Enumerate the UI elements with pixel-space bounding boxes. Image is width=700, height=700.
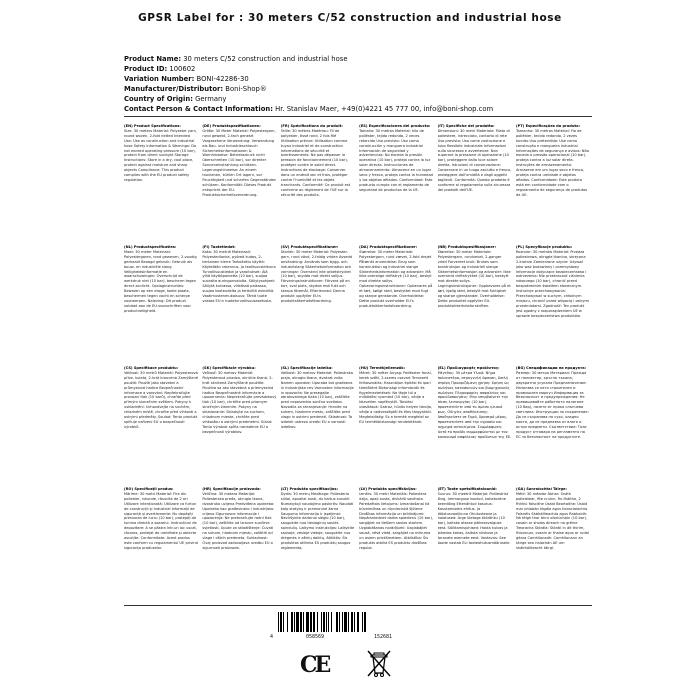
spec-text: Dydis: 30 metrų Medžiaga: Poliesterio siūlai, apvaliai austi, du kartus susukti Numatytoji naudojimo paskirtis: Naudoti kaip statybų ir pramoninė žarna Saugumo informacija ir įspėjimai: Neviršykite darbinio slėgio (10 bar), saugokite nuo tiesioginių saulės spindulių. Laikymo instrukcijos: Laikykite sausoje, vėsioje vietoje, saugokite nuo drėgmės ir aštrių daiktų. Atitiktis: Šis produktas atitinka ES produktų saugos reglamentą. (280, 491, 355, 550)
spec-text: Veľkosť: 30 metrov Materiál: Polyesterová priadza, okrúhle tkaná, 2-krát skrútená Zamýšľané použitie: Používa sa ako stavebná a priemyselná hadica Bezpečnostné informácie a upozornenia: Neprekračujte prevádzkový tlak (10 bar), chráňte pred priamym slnečným žiarením. Pokyny na skladovanie: Skladujte na suchom, chladnom mieste, chráňte pred vlhkosťou a ostrými predmetmi. Súlad: Tento výrobok spĺňa nariadenie EÚ o bezpečnosti výrobkov. (202, 370, 277, 434)
spec-block (124, 245, 198, 363)
spec-block (359, 487, 433, 605)
spec-block (281, 366, 355, 484)
spec-heading: (BG) Спецификации на продукта: (515, 366, 587, 370)
spec-heading: (RO) Specificații produs: (124, 487, 174, 491)
spec-text: Størrelse: 30 meter Materiale: Polyestergarn, rund vævet, 2-fold drejet Påtænkt anvendelse: Brug som konstruktion og industriel slange Sikkerhedsinformation og advarsler: Må ikke overstige driftstryk (10 bar), beskyt mod direkte sollys. Opbevaringsinstruktioner: Opbevares på et tørt, køligt sted, beskyttet mod fugt og skarpe genstande. Overholdelse: Dette produkt overholder EU's produktsikkerhedsforordning. (359, 249, 433, 308)
spec-heading: (SV) Produktspecifikationer: (280, 245, 339, 249)
spec-block (516, 124, 590, 242)
meta-key: Country of Origin: (124, 95, 193, 103)
meta-value: Boni-Shop® (223, 85, 267, 93)
spec-block (281, 245, 355, 363)
meta-row (124, 54, 684, 64)
spec-text: Rozmiar: 30 metrów Materiał: Przędza poliestrowa, okrągła tkanina, skręcona 2-krotnie Zamierzone użycie: Używać jako wąż budowlany i przemysłowy Informacje dotyczące bezpieczeństwa i ostrzeżenia: Nie przekraczać ciśnienia roboczego (10 bar), chronić przed bezpośrednim światłem słonecznym. Instrukcje przechowywania: Przechowywać w suchym, chłodnym miejscu, chronić przed wilgocią i ostrymi przedmiotami. Zgodność: Ten produkt jest zgodny z rozporządzeniem UE w sprawie bezpieczeństwa produktów. (515, 249, 590, 318)
spec-text: Tamanho: 30 metros Material: Fio de poliéster, tecido redondo, 2 vezes torcido Uso pretendido: Use como construção e mangueira industrial Informações de segurança e avisos: Não exceda a pressão operacional (10 bar), proteja contra a luz solar direta. Instruções de armazenamento: Armazene em um lugar seco e fresco, proteja contra umidade e objetos afiados. Conformidade: Este produto está em conformidade com o regulamento de segurança de produtos da UE. (515, 128, 589, 197)
ce-mark: CE (300, 652, 329, 678)
weee-crossed-bin-icon (366, 648, 392, 678)
spec-block (516, 487, 590, 605)
meta-key: Manufacturer/Distributor: (124, 85, 224, 93)
spec-heading: (ET) Toote spetsifikatsioonid: (437, 487, 497, 491)
spec-heading: (LT) Produkto specifikacijos: (280, 487, 338, 491)
spec-block (124, 124, 198, 242)
spec-block (359, 245, 433, 363)
spec-heading: (PT) Especificações do produto: (515, 124, 581, 128)
spec-block (124, 487, 198, 605)
meta-value: BONI-42286-30 (194, 75, 249, 83)
spec-heading: (ES) Especificaciones del producto: (359, 124, 431, 128)
meta-value: Germany (192, 95, 227, 103)
spec-block (202, 366, 276, 484)
spec-heading: (FI) Tuotetiedot: (202, 245, 236, 249)
spec-block (438, 366, 512, 484)
spec-text: Размер: 30 метра Материал: Прежда от полиестер, кръгло тъкана, двукратно усукана Предназначение: Използва се като строителен и промишлен маркуч Информация за безопасност и предупреждения: Не превишавайте работното налягане (10 бар), пазете от пряка слънчева светлина. Инструкции за съхранение: Да се съхранява на сухо, хладно място, да се предпазва от влага и остри предмети. Съответствие: Този продукт отговаря на регламента на ЕС за безопасност на продуктите. (515, 370, 589, 439)
spec-text: Größe: 30 Meter Material: Polyestergarn, rund gewebt, 2-fach genetzt Vorgesehene Verwendung: Verwendung als Bau- und Industrieschlauch Sicherheitsinformationen & Warnhinweise: Betriebsdruck nicht überschreiten (10 bar), vor direkter Sonneneinstrahlung schützen. Lagerungshinweise: An einem trockenen, kühlen Ort lagern, vor Feuchtigkeit und scharfen Gegenständen schützen. Konformität: Dieses Produkt entspricht der EU-Produktsicherheitsverordnung. (202, 128, 277, 197)
meta-key: Product ID: (124, 65, 168, 73)
meta-row (124, 74, 684, 84)
spec-heading: (GA) Sonraíochtaí Táirge: (515, 487, 567, 491)
spec-text: Tamaño: 30 metros Material: hilo de poliéster, tejido redondo, 2 veces retorcido Uso previsto: Uso como construcción y manguera industrial Información de seguridad y advertencias: No exceda la presión operativa (10 bar), proteja contra la luz solar directa. Instrucciones de almacenamiento: Almacene en un lugar seco y fresco, proteja contra la humedad y los objetos afilados. Conformidad: Este producto cumple con el reglamento de seguridad de productos de la UE. (359, 128, 433, 192)
meta-key: Variation Number: (124, 75, 195, 83)
spec-heading: (DA) Produktspecifikationer: (359, 245, 418, 249)
meta-value: Hr. Stanislav Maer, +49(0)4221 45 777 00, info@boni-shop.com (272, 105, 494, 113)
spec-block (438, 124, 512, 242)
spec-heading: (NL) Productspecificaties: (124, 245, 177, 249)
spec-text: Méret: 30 méter Anyag: Poliészter fonal, kerek szőtt, 2-szeres csavart Tervezett felhasználás: Használjon építési és ipari tömlőként Biztonsági információk és figyelmeztetések: Ne lépje túl a működési nyomást (10 bar), védje a közvetlen napfénytől. Tárolási utasítások: Száraz, hűvös helyen tárolja, védje a nedvességtől és éles tárgyaktól. Megfelelőség: Ez a termék megfelel az EU termékbiztonsági rendeletének. (359, 370, 432, 424)
spec-heading: (EN) Product Specifications: (124, 124, 181, 128)
spec-block (516, 245, 590, 363)
product-meta (124, 54, 684, 114)
barcode (278, 612, 428, 632)
barcode-group-1: 058569 (306, 634, 325, 640)
spec-heading: (CS) Specifikace produktu: (124, 366, 179, 370)
spec-heading: (LV) Produkta specifikācijas: (359, 487, 417, 491)
spec-heading: (SL) Specifikacije izdelka: (280, 366, 333, 370)
spec-heading: (DE) Produktspezifikationen: (202, 124, 261, 128)
barcode-space (366, 612, 367, 632)
meta-row (124, 64, 684, 74)
barcode-group-2: 152681 (374, 634, 393, 640)
spec-block (359, 124, 433, 242)
spec-block (202, 487, 276, 605)
label-title: GPSR Label for : 30 meters C/52 construction and industrial hose (138, 12, 562, 24)
separator-top (124, 116, 592, 117)
spec-text: Dimensioni: 30 metri Materiale: Filato di poliestere, intrecciato, contorto di rete Uso previsto: Uso come costruzione e tubo flessibile industriale Informazioni sulla sicurezza e avvertenze: Non superare la pressione di operazione (10 bar), proteggere dalla luce solare diretta. Istruzioni di conservazione: Conservare in un luogo asciutto e fresco, proteggere dall'umidità e dagli oggetti taglienti. Conformità: Questo prodotto è conforme al regolamento sulla sicurezza dei prodotti dell'UE. (437, 128, 512, 192)
spec-heading: (SK) Špecifikácie výrobku: (202, 366, 256, 370)
spec-block (202, 245, 276, 363)
spec-text: Size: 30 meters Material: Polyester yarn, round woven, 2-fold netted Intended Use: Use as construction and industrial hose Safety Information & Warnings: Do not exceed operating pressure (10 bar), protect from direct sunlight Storage Instructions: Store in a dry, cool place, protect against moisture and sharp objects Compliance: This product complies with the EU product safety regulation. (124, 128, 198, 182)
meta-key: Contact Person & Contact Information: (124, 105, 273, 113)
meta-value: 30 meters C/52 construction and industrial hose (181, 55, 348, 63)
spec-heading: (HR) Specifikacije proizvoda: (202, 487, 261, 491)
spec-heading: (IT) Specifiche del prodotto: (437, 124, 495, 128)
meta-row (124, 84, 684, 94)
spec-text: Mărime: 30 metri Material: Fire din poliester, rotunde, răsucite de 2 ori Utilizare intenționată: Utilizare ca furtun de construcții și industrial Informații de siguranță și avertismente: Nu depășiți presiunea de lucru (10 bar), protejați de lumina directă a soarelui. Instrucțiuni de depozitare: A se păstra într-un loc uscat, răcoros, protejat de umiditate și obiecte ascuțite. Conformitate: Acest produs este conform cu regulamentul UE privind siguranța produselor. (124, 491, 198, 550)
spec-text: Veličina: 30 metara Materijal: Poliesterska pređa, okruglo tkana, dvostruko uvijena Predviđena upotreba: Upotreba kao građevinsko i industrijsko crijevo Sigurnosne informacije i upozorenja: Ne prekoračujte radni tlak (10 bar), zaštitite od izravne sunčeve svjetlosti. Upute za skladištenje: Čuvati na suhom, hladnom mjestu, zaštititi od vlage i oštrih predmeta. Sukladnost: Ovaj proizvod zadovoljava uredbu EU o sigurnosti proizvoda. (202, 491, 275, 550)
meta-row (124, 94, 684, 104)
spec-grid (124, 124, 590, 605)
spec-heading: (NB) Produktspesifikasjoner: (437, 245, 497, 249)
barcode-block (270, 612, 430, 640)
spec-block (281, 487, 355, 605)
spec-heading: (HU) Termékjellemzők: (359, 366, 406, 370)
spec-block (438, 487, 512, 605)
spec-heading: (FR) Spécifications du produit: (280, 124, 343, 128)
compliance-marks (270, 644, 430, 680)
spec-text: Méid: 30 méadar Ábhar: Snáth poileistear, fite cruinn, fhi-fháithe, 2 fhithiú fáiscithe Úsáid Beartaithe: Úsáid mar phíobán tógála agus tionsclaíochta Faisnéis Sábháilteachta agus Rabhaidh: Ná téigh thar bhrú oibriúcháin (10 bar), cosain ar sholas díreach na gréine Treoracha Stórála: Stóráil in áit thirim, fhionnuar, cosain ar thaise agus ar rudaí géara Comhlíonadh: Comhlíonann an táirge seo rialachán AE um shábháilteacht táirgí. (515, 491, 589, 550)
spec-text: Velikost: 30 metrov Material: Poliestrska preja, okroglo tkana, dvakrat zvita Namen uporabe: Uporaba kot gradbena in industrijska cev Varnostne informacije in opozorila: Ne presegajte obratovalnega tlaka (10 bar), zaščitite pred neposredno sončno svetlobo. Navodila za shranjevanje: Hranite na suhem, hladnem mestu, zaščitite pred vlago in ostrimi predmeti. Skladnost: Ta izdelek ustreza uredbi EU o varnosti izdelkov. (280, 370, 354, 429)
spec-heading: (PL) Specyfikacje produktu: (515, 245, 573, 249)
separator-bottom (124, 605, 592, 606)
spec-text: Izmērs: 30 metri Materiāls: Poliestera dzija, apaļi austa, divkārši savērpta Paredzētais lietojums: Izmantošanai kā būvniecības un rūpnieciskā šļūtene Drošības informācija un brīdinājumi: Nepārsniedziet darba spiedienu (10 bar), sargājiet no tiešiem saules stariem. Uzglabāšanas norādījumi: Uzglabājiet sausā, vēsā vietā, sargājiet no mitruma un asiem priekšmetiem. Atbilstība: Šis produkts atbilst ES produktu drošības regulai. (359, 491, 434, 550)
spec-block (281, 124, 355, 242)
barcode-left-digit: 4 (270, 634, 274, 640)
spec-text: Suurus: 30 meetrit Materjal: Polüestrist lõng, ümmarguse kootud, kahekordne keerdlõng Ettenähtud kasutus: Kasutamiseks ehitus- ja tööstusvoolikuna Ohutusteave ja hoiatused: Ärge ületage töörõhku (10 bar), kaitske otsese päikesevalguse eest. Säilitamisjuhised: Hoida kuivas ja jahedas kohas, kaitsta niiskuse ja teravate esemete eest. Vastavus: See toode vastab ELi tooteohutusmäärusele. (437, 491, 511, 545)
spec-block (124, 366, 198, 484)
spec-heading: (EL) Προδιαγραφές προϊόντος: (437, 366, 500, 370)
spec-text: Maat: 30 meter Materiaal: Polyestergaren, rond geweven, 2-voudig gedraaid Beoogd gebruik: Gebruik als bouw- en industriële slang Veiligheidsinformatie en waarschuwingen: Overschrijd de werkdruk niet (10 bar), bescherm tegen direct zonlicht. Opslaginstructies: Bewaren op een droge, koele plaats, beschermen tegen vocht en scherpe voorwerpen. Naleving: Dit product voldoet aan de EU-voorschriften voor productveiligheid. (124, 249, 197, 313)
meta-key: Product Name: (124, 55, 182, 63)
spec-block (438, 245, 512, 363)
spec-block (516, 366, 590, 484)
spec-text: Taille: 30 mètres Matériau: Fil de polyester, tissé rond, 2 fois filé Utilisation prévue: Utilisation comme tuyau industriel et de construction Informations de sécurité et avertissements: Ne pas dépasser la pression de fonctionnement (10 bar), protéger contre le soleil direct. Instructions de stockage: Conserver dans un endroit sec et frais, protéger contre l'humidité et les objets tranchants. Conformité: Ce produit est conforme au règlement de l'UE sur la sécurité des produits. (280, 128, 351, 197)
meta-row (124, 104, 684, 114)
spec-text: Størrelse: 30 meter Materiale: Polyestergarn, rundvevet, 2-ganger vridd Forventet bruk: Brukes som konstruksjon og industriell slange Sikkerhetsinformasjon og advarsler: Ikke overskrid driftstrykket (10 bar), beskytt mot direkte sollys. Lagringsinstruksjoner: Oppbevares på et tørt, kjølig sted, beskytt mot fuktighet og skarpe gjenstander. Overholdelse: Dette produktet oppfyller EU-produktsikkerhetsforskriften. (437, 249, 511, 308)
spec-text: Μέγεθος: 30 μέτρα Υλικό: Νήμα πολυεστέρα, στρογγυλή ύφανση, διπλή στρίψη Προοριζόμενη χρήση: Χρήση ως σωλήνας κατασκευών και βιομηχανικός σωλήνας Πληροφορίες ασφαλείας και προειδοποιήσεις: Μην υπερβαίνετε την πίεση λειτουργίας (10 bar), προστατεύετε από το άμεσο ηλιακό φως. Οδηγίες αποθήκευσης: Αποθηκεύστε σε ξηρό, δροσερό μέρος, προστατεύστε από την υγρασία και αιχμηρά αντικείμενα. Συμμόρφωση: Αυτό το προϊόν συμμορφώνεται με τον κανονισμό ασφάλειας προϊόντων της ΕΕ. (437, 370, 512, 439)
meta-value: 100602 (167, 65, 196, 73)
spec-block (359, 366, 433, 484)
spec-text: Koko: 30 metriä Materiaali: Polyesterilanka, pyöreä kudos, 2-kertainen kierre Tarkoitettu käyttö: Käytetään rakennus- ja teollisuusletkuna Turvallisuustiedot ja varoitukset: Älä ylitä käyttöpainetta (10 bar), suojaa suoralta auringonvalolta. Säilytysohjeet: Säilytä kuivassa, viileässä paikassa, suojaa kosteudelta ja teräviltä esineiltä. Vaatimustenmukaisuus: Tämä tuote vastaa EU:n tuoteturvallisuusasetusta. (202, 249, 276, 303)
spec-text: Storlek: 30 meter Material: Polyester-garn, rund vävd, 2-faldig vriden Avsedd användning: Används som bygg- och industrislang Säkerhetsinformation och varningar: Överskrid inte arbetstrycket (10 bar), skydda mot direkt solljus. Förvaringsinstruktioner: Förvara på en torr, sval plats, skydda mot fukt och skarpa föremål. Efterlevnad: Denna produkt uppfyller EU:s produktsäkerhetsförordning. (280, 249, 353, 303)
spec-block (202, 124, 276, 242)
spec-text: Velikost: 30 metrů Materiál: Polyesterová příze, kulatá, 2-krát kroucená Zamýšlené použití: Použití jako stavební a průmyslová hadice Bezpečnostní informace a varování: Nepřekračujte provozní tlak (10 barů), chraňte před přímým slunečním světlem. Pokyny k uskladnění: Uchovávejte na suchém, chladném místě, chraňte před vlhkostí a ostrými předměty. Soulad: Tento produkt splňuje nařízení EU o bezpečnosti výrobků. (124, 370, 198, 429)
